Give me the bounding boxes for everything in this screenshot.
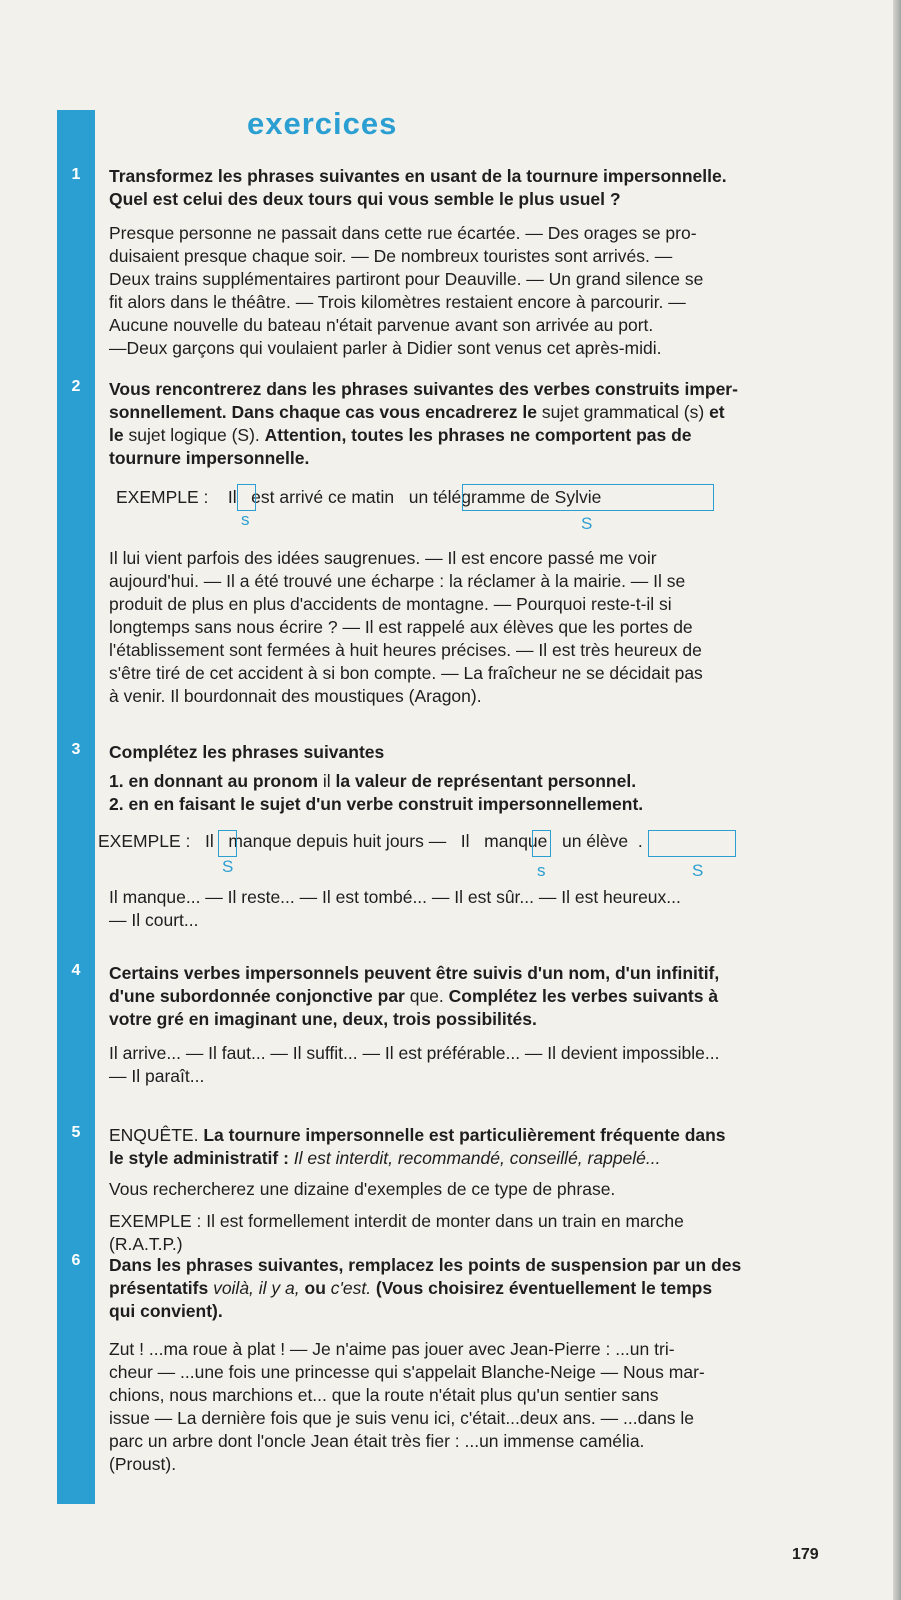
ex2-instruction-3: le sujet logique (S). Attention, toutes les phrases ne comportent pas de <box>109 425 692 445</box>
ex4-instruction-3: votre gré en imaginant une, deux, trois possibilités. <box>109 1009 537 1029</box>
exercise-number-6: 6 <box>71 1252 81 1269</box>
ex2-box-small-subject <box>237 484 256 511</box>
ex2-text-1: Il lui vient parfois des idées saugrenues. — Il est encore passé me voir <box>109 548 657 568</box>
ex3-instruction-3: 2. en en faisant le sujet d'un verbe construit impersonnellement. <box>109 794 644 814</box>
ex3-label-S-2: S <box>692 861 704 880</box>
ex3-box-1 <box>218 830 237 857</box>
ex2-text-5: l'établissement sont fermées à huit heures précises. — Il est très heureux de <box>109 640 702 660</box>
ex6-text-6: (Proust). <box>109 1454 177 1474</box>
ex1-text-4: fit alors dans le théâtre. — Trois kilomètres restaient encore à parcourir. — <box>109 292 686 312</box>
page-title: exercices <box>247 106 398 141</box>
exercise-number-3: 3 <box>71 741 81 758</box>
ex4-instruction-2: d'une subordonnée conjonctive par que. Complétez les verbes suivants à <box>109 986 719 1006</box>
ex6-text-1: Zut ! ...ma roue à plat ! — Je n'aime pas jouer avec Jean-Pierre : ...un tri- <box>109 1339 675 1359</box>
ex1-text-5: Aucune nouvelle du bateau n'était parvenue avant son arrivée au port. <box>109 315 654 335</box>
ex5-instruction-2: le style administratif : Il est interdit, recommandé, conseillé, rappelé... <box>109 1148 661 1168</box>
ex2-text-6: s'être tiré de cet accident à si bon compte. — La fraîcheur ne se décidait pas <box>109 663 703 683</box>
ex6-instruction-3: qui convient). <box>109 1301 223 1321</box>
ex2-label-s: s <box>241 510 250 529</box>
exercise-number-bar <box>57 110 95 1504</box>
ex3-text-1: Il manque... — Il reste... — Il est tombé... — Il est sûr... — Il est heureux... <box>109 887 681 907</box>
ex2-text-2: aujourd'hui. — Il a été trouvé une écharpe : la réclamer à la mairie. — Il se <box>109 571 686 591</box>
ex2-instruction-4: tournure impersonnelle. <box>109 448 310 468</box>
ex2-instruction-1: Vous rencontrerez dans les phrases suivantes des verbes construits imper- <box>109 379 738 399</box>
exercise-number-1: 1 <box>71 166 81 183</box>
ex2-text-3: produit de plus en plus d'accidents de montagne. — Pourquoi reste-t-il si <box>109 594 672 614</box>
ex6-text-5: parc un arbre dont l'oncle Jean était très fier : ...un immense camélia. <box>109 1431 645 1451</box>
ex3-text-2: — Il court... <box>109 910 199 930</box>
ex2-text-4: longtemps sans nous écrire ? — Il est rappelé aux élèves que les portes de <box>109 617 693 637</box>
ex6-instruction-2: présentatifs voilà, il y a, ou c'est. (Vous choisirez éventuellement le temps <box>109 1278 713 1298</box>
ex2-instruction-2: sonnellement. Dans chaque cas vous encadrerez le sujet grammatical (s) et <box>109 402 725 422</box>
exercise-number-2: 2 <box>71 378 81 395</box>
ex5-instruction-1: ENQUÊTE. La tournure impersonnelle est particulièrement fréquente dans <box>109 1125 726 1145</box>
ex6-text-4: issue — La dernière fois que je suis venu ici, c'était...deux ans. — ...dans le <box>109 1408 695 1428</box>
ex3-box-2 <box>532 830 551 857</box>
ex3-label-S-1: S <box>222 857 234 876</box>
ex5-example-2: (R.A.T.P.) <box>109 1234 183 1254</box>
ex2-label-S: S <box>581 514 593 533</box>
ex4-text-1: Il arrive... — Il faut... — Il suffit... — Il est préférable... — Il devient impossible... <box>109 1043 720 1063</box>
ex1-instruction-1: Transformez les phrases suivantes en usant de la tournure impersonnelle. <box>109 166 727 186</box>
ex2-text-7: à venir. Il bourdonnait des moustiques (Aragon). <box>109 686 482 706</box>
exercise-number-5: 5 <box>71 1124 81 1141</box>
ex6-text-3: chions, nous marchions et... que la route n'était plus qu'un sentier sans <box>109 1385 659 1405</box>
ex3-example: EXEMPLE : Il manque depuis huit jours — Il manque un élève . <box>98 831 643 851</box>
ex3-box-3 <box>648 830 736 857</box>
ex1-instruction-2: Quel est celui des deux tours qui vous semble le plus usuel ? <box>109 189 621 209</box>
ex5-example-1: EXEMPLE : Il est formellement interdit de monter dans un train en marche <box>109 1211 684 1231</box>
ex1-text-2: duisaient presque chaque soir. — De nombreux touristes sont arrivés. — <box>109 246 673 266</box>
ex4-instruction-1: Certains verbes impersonnels peuvent être suivis d'un nom, d'un infinitif, <box>109 963 720 983</box>
page-edge <box>893 0 901 1600</box>
ex3-label-s: s <box>537 861 546 880</box>
ex6-text-2: cheur — ...une fois une princesse qui s'appelait Blanche-Neige — Nous mar- <box>109 1362 705 1382</box>
ex1-text-6: —Deux garçons qui voulaient parler à Didier sont venus cet après-midi. <box>109 338 662 358</box>
ex3-instruction-2: 1. en donnant au pronom il la valeur de représentant personnel. <box>109 771 637 791</box>
ex2-box-logical-subject <box>462 484 714 511</box>
ex1-text-3: Deux trains supplémentaires partiront pour Deauville. — Un grand silence se <box>109 269 704 289</box>
ex1-text-1: Presque personne ne passait dans cette rue écartée. — Des orages se pro- <box>109 223 697 243</box>
ex4-text-2: — Il paraît... <box>109 1066 205 1086</box>
ex6-instruction-1: Dans les phrases suivantes, remplacez les points de suspension par un des <box>109 1255 742 1275</box>
exercise-number-4: 4 <box>71 962 81 979</box>
page-number: 179 <box>792 1546 819 1563</box>
ex2-example: EXEMPLE : Il est arrivé ce matin un télégramme de Sylvie <box>116 487 602 507</box>
ex5-text-1: Vous rechercherez une dizaine d'exemples de ce type de phrase. <box>109 1179 616 1199</box>
ex3-instruction-1: Complétez les phrases suivantes <box>109 742 385 762</box>
